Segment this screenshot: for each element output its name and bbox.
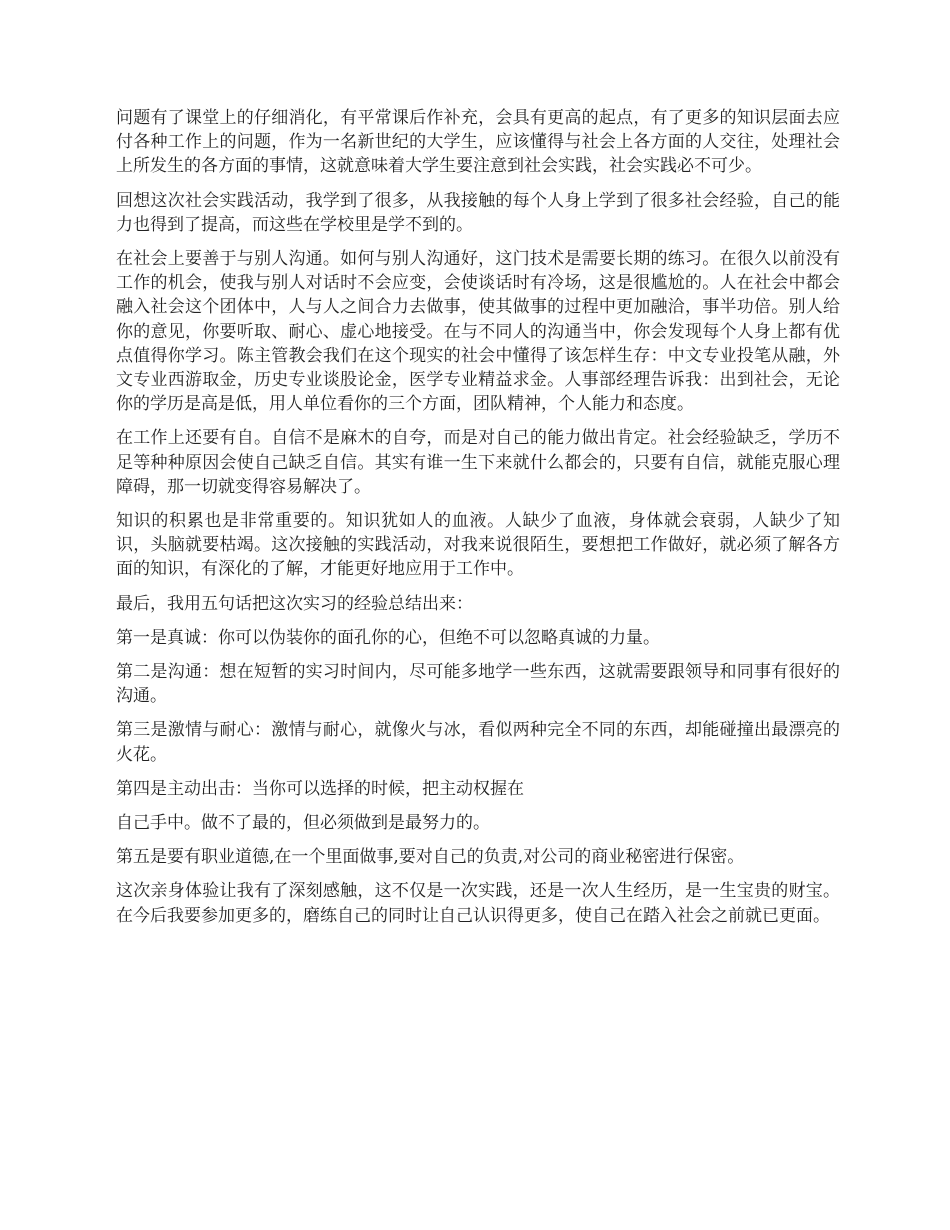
paragraph-point-communication: 第二是沟通：想在短暂的实习时间内，尽可能多地学一些东西，这就需要跟领导和同事有很好的沟通。 [116,662,840,707]
paragraph-point-ethics: 第五是要有职业道德,在一个里面做事,要对自己的负责,对公司的商业秘密进行保密。 [116,847,745,868]
paragraph-communication: 在社会上要善于与别人沟通。如何与别人沟通好，这门技术是需要长期的练习。在很久以前没有工作的机会，使我与别人对话时不会应变，会使谈话时有冷场，这是很尴尬的。人在社会中都会融入社会这个团体中，人与人之间合力去做事，使其做事的过程中更加融洽，事半功倍。别人给你的意见，你要听取、耐心、虚心地接受。在与不同人的沟通当中，你会发现每个人身上都有优点值得你学习。陈主管教会我们在这个现实的社会中懂得了该怎样生存：中文专业投笔从融，外文专业西游取金，历史专业谈股论金，医学专业精益求金。人事部经理告诉我：出到社会，无论你的学历是高是低，用人单位看你的三个方面，团队精神，个人能力和态度。 [116,249,840,415]
paragraph-point-passion-patience: 第三是激情与耐心：激情与耐心，就像火与冰，看似两种完全不同的东西，却能碰撞出最漂亮的火花。 [116,720,840,765]
paragraph-summary-intro: 最后，我用五句话把这次实习的经验总结出来： [116,593,473,614]
document-page [116,106,840,938]
paragraph-point-initiative-continued: 自己手中。做不了最的，但必须做到是最努力的。 [116,813,490,834]
paragraph-point-initiative: 第四是主动出击：当你可以选择的时候，把主动权握在 [116,778,524,799]
paragraph-conclusion: 这次亲身体验让我有了深刻感触，这不仅是一次实践，还是一次人生经历，是一生宝贵的财宝。在今后我要参加更多的，磨练自己的同时让自己认识得更多，使自己在踏入社会之前就已更面。 [116,881,840,926]
paragraph-reflection: 回想这次社会实践活动，我学到了很多，从我接触的每个人身上学到了很多社会经验，自己的能力也得到了提高，而这些在学校里是学不到的。 [116,190,840,235]
paragraph-social-practice-intro: 问题有了课堂上的仔细消化，有平常课后作补充，会具有更高的起点，有了更多的知识层面去应付各种工作上的问题，作为一名新世纪的大学生，应该懂得与社会上各方面的人交往，处理社会上所发生的各方面的事情，这就意味着大学生要注意到社会实践，社会实践必不可少。 [116,108,840,177]
paragraph-confidence: 在工作上还要有自。自信不是麻木的自夸，而是对自己的能力做出肯定。社会经验缺乏，学历不足等种种原因会使自己缺乏自信。其实有谁一生下来就什么都会的，只要有自信，就能克服心理障碍，那一切就变得容易解决了。 [116,428,840,497]
paragraph-point-sincerity: 第一是真诚：你可以伪装你的面孔你的心，但绝不可以忽略真诚的力量。 [116,627,660,648]
paragraph-knowledge: 知识的积累也是非常重要的。知识犹如人的血液。人缺少了血液，身体就会衰弱，人缺少了知识，头脑就要枯竭。这次接触的实践活动，对我来说很陌生，要想把工作做好，就必须了解各方面的知识，有深化的了解，才能更好地应用于工作中。 [116,511,840,580]
